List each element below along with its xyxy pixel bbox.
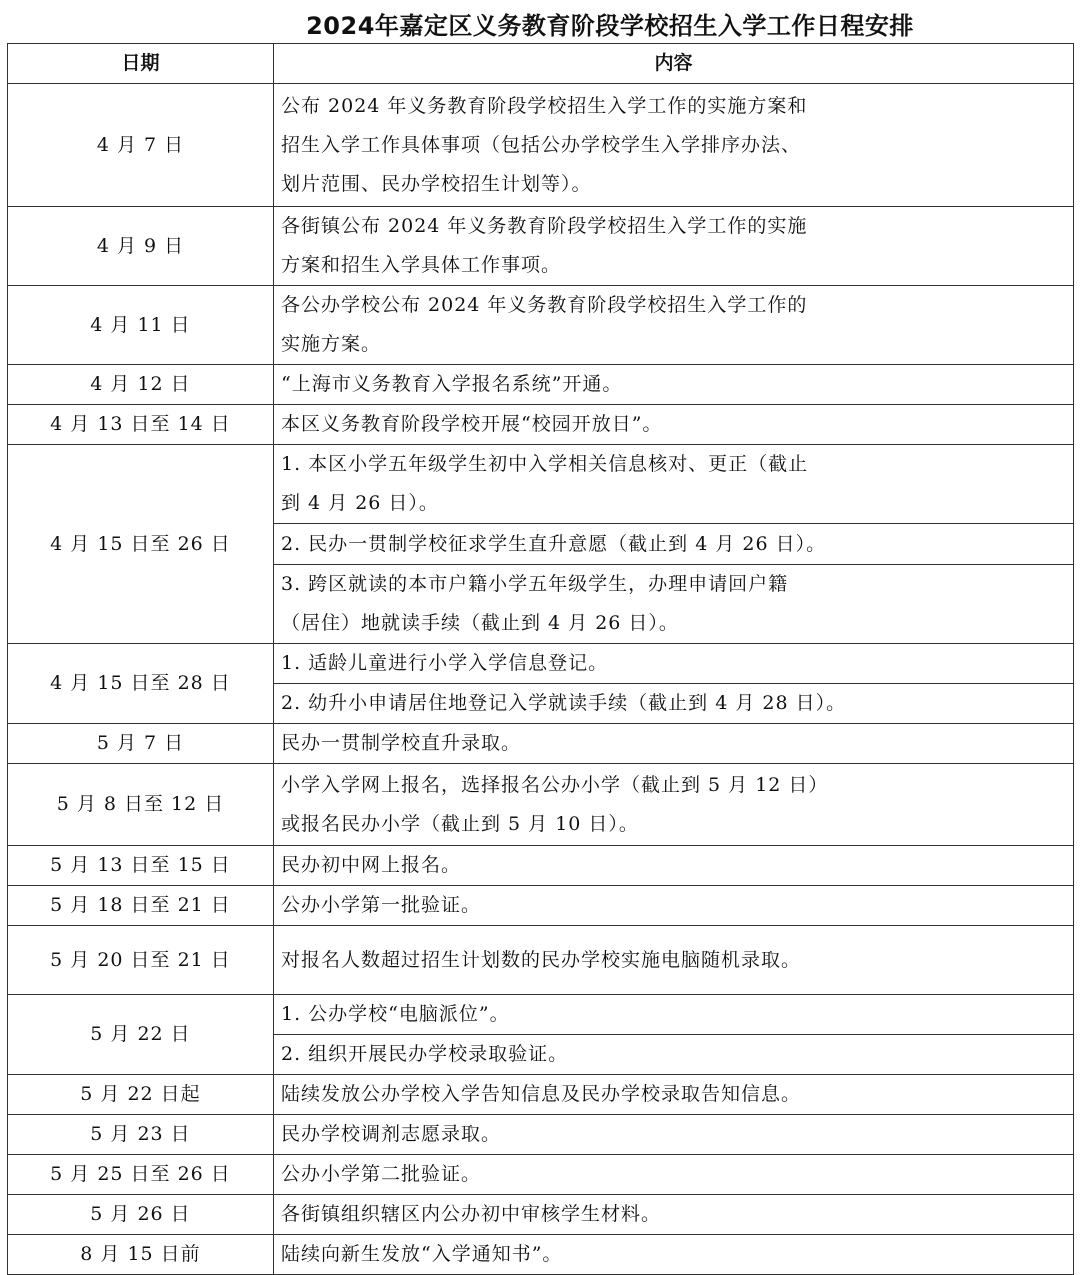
table-row (8, 926, 1074, 995)
content-cell: 公办小学第一批验证。 (274, 886, 1074, 926)
table-row (8, 644, 1074, 684)
content-cell: 公布 2024 年义务教育阶段学校招生入学工作的实施方案和 招生入学工作具体事项（包括公办学校学生入学排序办法、 划片范围、民办学校招生计划等）。 (274, 84, 1074, 207)
table-row (8, 724, 1074, 764)
table-row (8, 405, 1074, 445)
date-cell: 5 月 25 日至 26 日 (8, 1155, 274, 1195)
table-row (8, 1155, 1074, 1195)
table-row (8, 886, 1074, 926)
content-cell: 各街镇组织辖区内公办初中审核学生材料。 (274, 1195, 1074, 1235)
schedule-table (7, 43, 1074, 1275)
table-row (8, 1075, 1074, 1115)
content-cell: 民办初中网上报名。 (274, 846, 1074, 886)
content-cell: 本区义务教育阶段学校开展“校园开放日”。 (274, 405, 1074, 445)
date-cell: 4 月 11 日 (8, 286, 274, 365)
table-row (8, 1195, 1074, 1235)
content-cell: 小学入学网上报名，选择报名公办小学（截止到 5 月 12 日） 或报名民办小学（截止到 5 月 10 日）。 (274, 764, 1074, 846)
content-cell: 1. 公办学校“电脑派位”。 (274, 995, 1074, 1035)
date-cell: 5 月 8 日至 12 日 (8, 764, 274, 846)
content-cell: 民办学校调剂志愿录取。 (274, 1115, 1074, 1155)
date-cell: 4 月 15 日至 28 日 (8, 644, 274, 724)
date-cell: 5 月 7 日 (8, 724, 274, 764)
table-row (8, 995, 1074, 1035)
date-cell: 5 月 22 日起 (8, 1075, 274, 1115)
date-cell: 5 月 23 日 (8, 1115, 274, 1155)
page-title: 2024年嘉定区义务教育阶段学校招生入学工作日程安排 (306, 12, 914, 40)
table-row (8, 365, 1074, 405)
content-cell: 民办一贯制学校直升录取。 (274, 724, 1074, 764)
content-cell: 各公办学校公布 2024 年义务教育阶段学校招生入学工作的 实施方案。 (274, 286, 1074, 365)
content-cell: 对报名人数超过招生计划数的民办学校实施电脑随机录取。 (274, 926, 1074, 995)
date-cell: 8 月 15 日前 (8, 1235, 274, 1275)
table-row (8, 1115, 1074, 1155)
date-cell: 4 月 7 日 (8, 84, 274, 207)
table-row (8, 1235, 1074, 1275)
content-cell: 2. 民办一贯制学校征求学生直升意愿（截止到 4 月 26 日）。 (274, 524, 1074, 565)
table-row (8, 846, 1074, 886)
table-header-row (8, 44, 1074, 84)
table-row (8, 286, 1074, 365)
table-row (8, 445, 1074, 524)
date-cell: 5 月 22 日 (8, 995, 274, 1075)
table-row (8, 764, 1074, 846)
content-cell: 2. 幼升小申请居住地登记入学就读手续（截止到 4 月 28 日）。 (274, 684, 1074, 724)
date-cell: 5 月 20 日至 21 日 (8, 926, 274, 995)
date-cell: 4 月 9 日 (8, 207, 274, 286)
content-cell: 2. 组织开展民办学校录取验证。 (274, 1035, 1074, 1075)
date-cell: 4 月 15 日至 26 日 (8, 445, 274, 644)
content-cell: 陆续向新生发放“入学通知书”。 (274, 1235, 1074, 1275)
date-cell: 5 月 18 日至 21 日 (8, 886, 274, 926)
content-cell: 公办小学第二批验证。 (274, 1155, 1074, 1195)
content-cell: 陆续发放公办学校入学告知信息及民办学校录取告知信息。 (274, 1075, 1074, 1115)
content-cell: 各街镇公布 2024 年义务教育阶段学校招生入学工作的实施 方案和招生入学具体工作事项。 (274, 207, 1074, 286)
content-cell: “上海市义务教育入学报名系统”开通。 (274, 365, 1074, 405)
table-row (8, 84, 1074, 207)
content-cell: 1. 适龄儿童进行小学入学信息登记。 (274, 644, 1074, 684)
date-cell: 5 月 13 日至 15 日 (8, 846, 274, 886)
content-cell: 1. 本区小学五年级学生初中入学相关信息核对、更正（截止 到 4 月 26 日）。 (274, 445, 1074, 524)
date-cell: 4 月 12 日 (8, 365, 274, 405)
table-row (8, 207, 1074, 286)
header-date: 日期 (8, 44, 274, 84)
content-cell: 3. 跨区就读的本市户籍小学五年级学生，办理申请回户籍 （居住）地就读手续（截止到 4 月 26 日）。 (274, 565, 1074, 644)
date-cell: 5 月 26 日 (8, 1195, 274, 1235)
date-cell: 4 月 13 日至 14 日 (8, 405, 274, 445)
header-content: 内容 (274, 44, 1074, 84)
